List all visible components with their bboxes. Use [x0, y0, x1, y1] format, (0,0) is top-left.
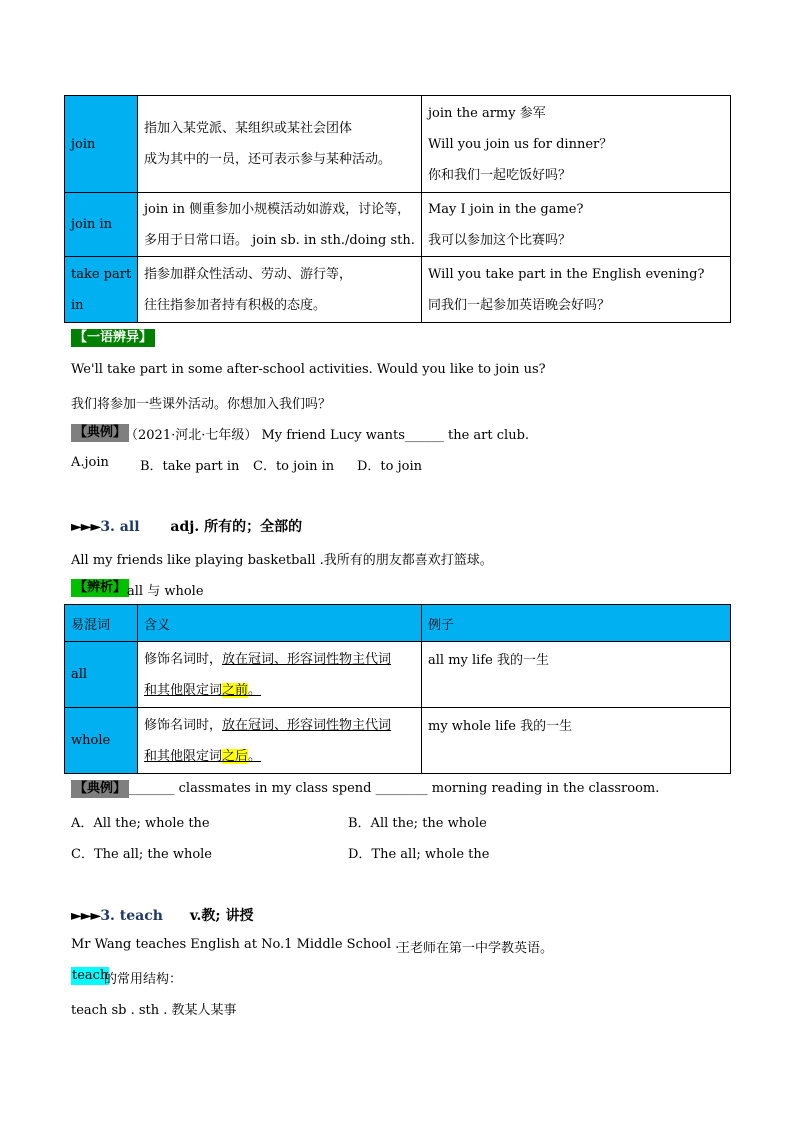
- section-heading-all: ►►►3. all adj. 所有的；全部的: [71, 519, 303, 535]
- word-cell: join: [65, 96, 138, 193]
- bianxi-text: all 与 whole: [127, 584, 204, 599]
- join-comparison-table: [64, 95, 731, 323]
- option-b: B．All the; the whole: [348, 816, 487, 831]
- word-cell: take part in: [65, 257, 138, 323]
- example-tag: 【典例】: [71, 780, 129, 798]
- word-cell: join in: [65, 193, 138, 257]
- bianxi-tag: 【辨析】: [71, 579, 129, 597]
- option-b: B．take part in: [140, 459, 240, 474]
- header-cell: 易混词: [65, 605, 138, 642]
- header-cell: 例子: [422, 605, 731, 642]
- meaning-cell: 修饰名词时，放在冠词、形容词性物主代词 和其他限定词之后。: [138, 708, 422, 774]
- section-heading-teach: ►►►3. teach v.教; 讲授: [71, 908, 254, 924]
- struct-text: 的常用结构：: [104, 972, 183, 987]
- option-d: D．to join: [357, 459, 422, 474]
- yiyu-chinese: 我们将参加一些课外活动。你想加入我们吗？: [71, 397, 332, 412]
- arrow-icon: ►►►: [71, 519, 101, 535]
- yiyu-tag: 【一语辨异】: [71, 329, 155, 347]
- meaning-cell: 指加入某党派、某组织或某社会团体 成为其中的一员，还可表示参与某种活动。: [138, 96, 422, 193]
- example-question: _______ classmates in my class spend ________ morning reading in the classroom.: [129, 781, 660, 796]
- option-c: C．The all; the whole: [71, 847, 212, 862]
- option-c: C．to join in: [253, 459, 335, 474]
- teach-sentence-zh: 王老师在第一中学教英语。: [397, 941, 554, 956]
- all-sentence: All my friends like playing basketball .我所有的朋友都喜欢打篮球。: [71, 553, 493, 568]
- meaning-cell: join in 侧重参加小规模活动如游戏，讨论等， 多用于日常口语。 join sb. in sth./doing sth.: [138, 193, 422, 257]
- arrow-icon: ►►►: [71, 908, 101, 924]
- option-a: A.join: [71, 455, 109, 470]
- example-cell: my whole life 我的一生: [422, 708, 731, 774]
- meaning-cell: 指参加群众性活动、劳动、游行等， 往往指参加者持有积极的态度。: [138, 257, 422, 323]
- example-question: （2021·河北·七年级） My friend Lucy wants______ the art club.: [125, 428, 530, 443]
- example-cell: Will you take part in the English evening? 同我们一起参加英语晚会好吗？: [422, 257, 731, 323]
- option-a: A．All the; whole the: [71, 816, 210, 831]
- option-d: D．The all; whole the: [348, 847, 490, 862]
- all-whole-table: [64, 604, 731, 774]
- table-row: [65, 193, 731, 257]
- header-cell: 含义: [138, 605, 422, 642]
- word-cell: whole: [65, 708, 138, 774]
- meaning-cell: 修饰名词时，放在冠词、形容词性物主代词 和其他限定词之前。: [138, 642, 422, 708]
- table-row: [65, 642, 731, 708]
- struct-line: teach sb . sth . 教某人某事: [71, 1003, 237, 1018]
- yiyu-english: We'll take part in some after-school activities. Would you like to join us?: [71, 362, 546, 377]
- table-row: [65, 257, 731, 323]
- example-tag: 【典例】: [71, 424, 129, 442]
- table-row: [65, 708, 731, 774]
- word-cell: all: [65, 642, 138, 708]
- example-cell: join the army 参军 Will you join us for dinner？ 你和我们一起吃饭好吗？: [422, 96, 731, 193]
- teach-sentence-en: Mr Wang teaches English at No.1 Middle School .: [71, 937, 400, 952]
- struct-tag: teach: [72, 968, 109, 983]
- table-row: [65, 96, 731, 193]
- example-cell: all my life 我的一生: [422, 642, 731, 708]
- table-header-row: [65, 605, 731, 642]
- example-cell: May I join in the game? 我可以参加这个比赛吗？: [422, 193, 731, 257]
